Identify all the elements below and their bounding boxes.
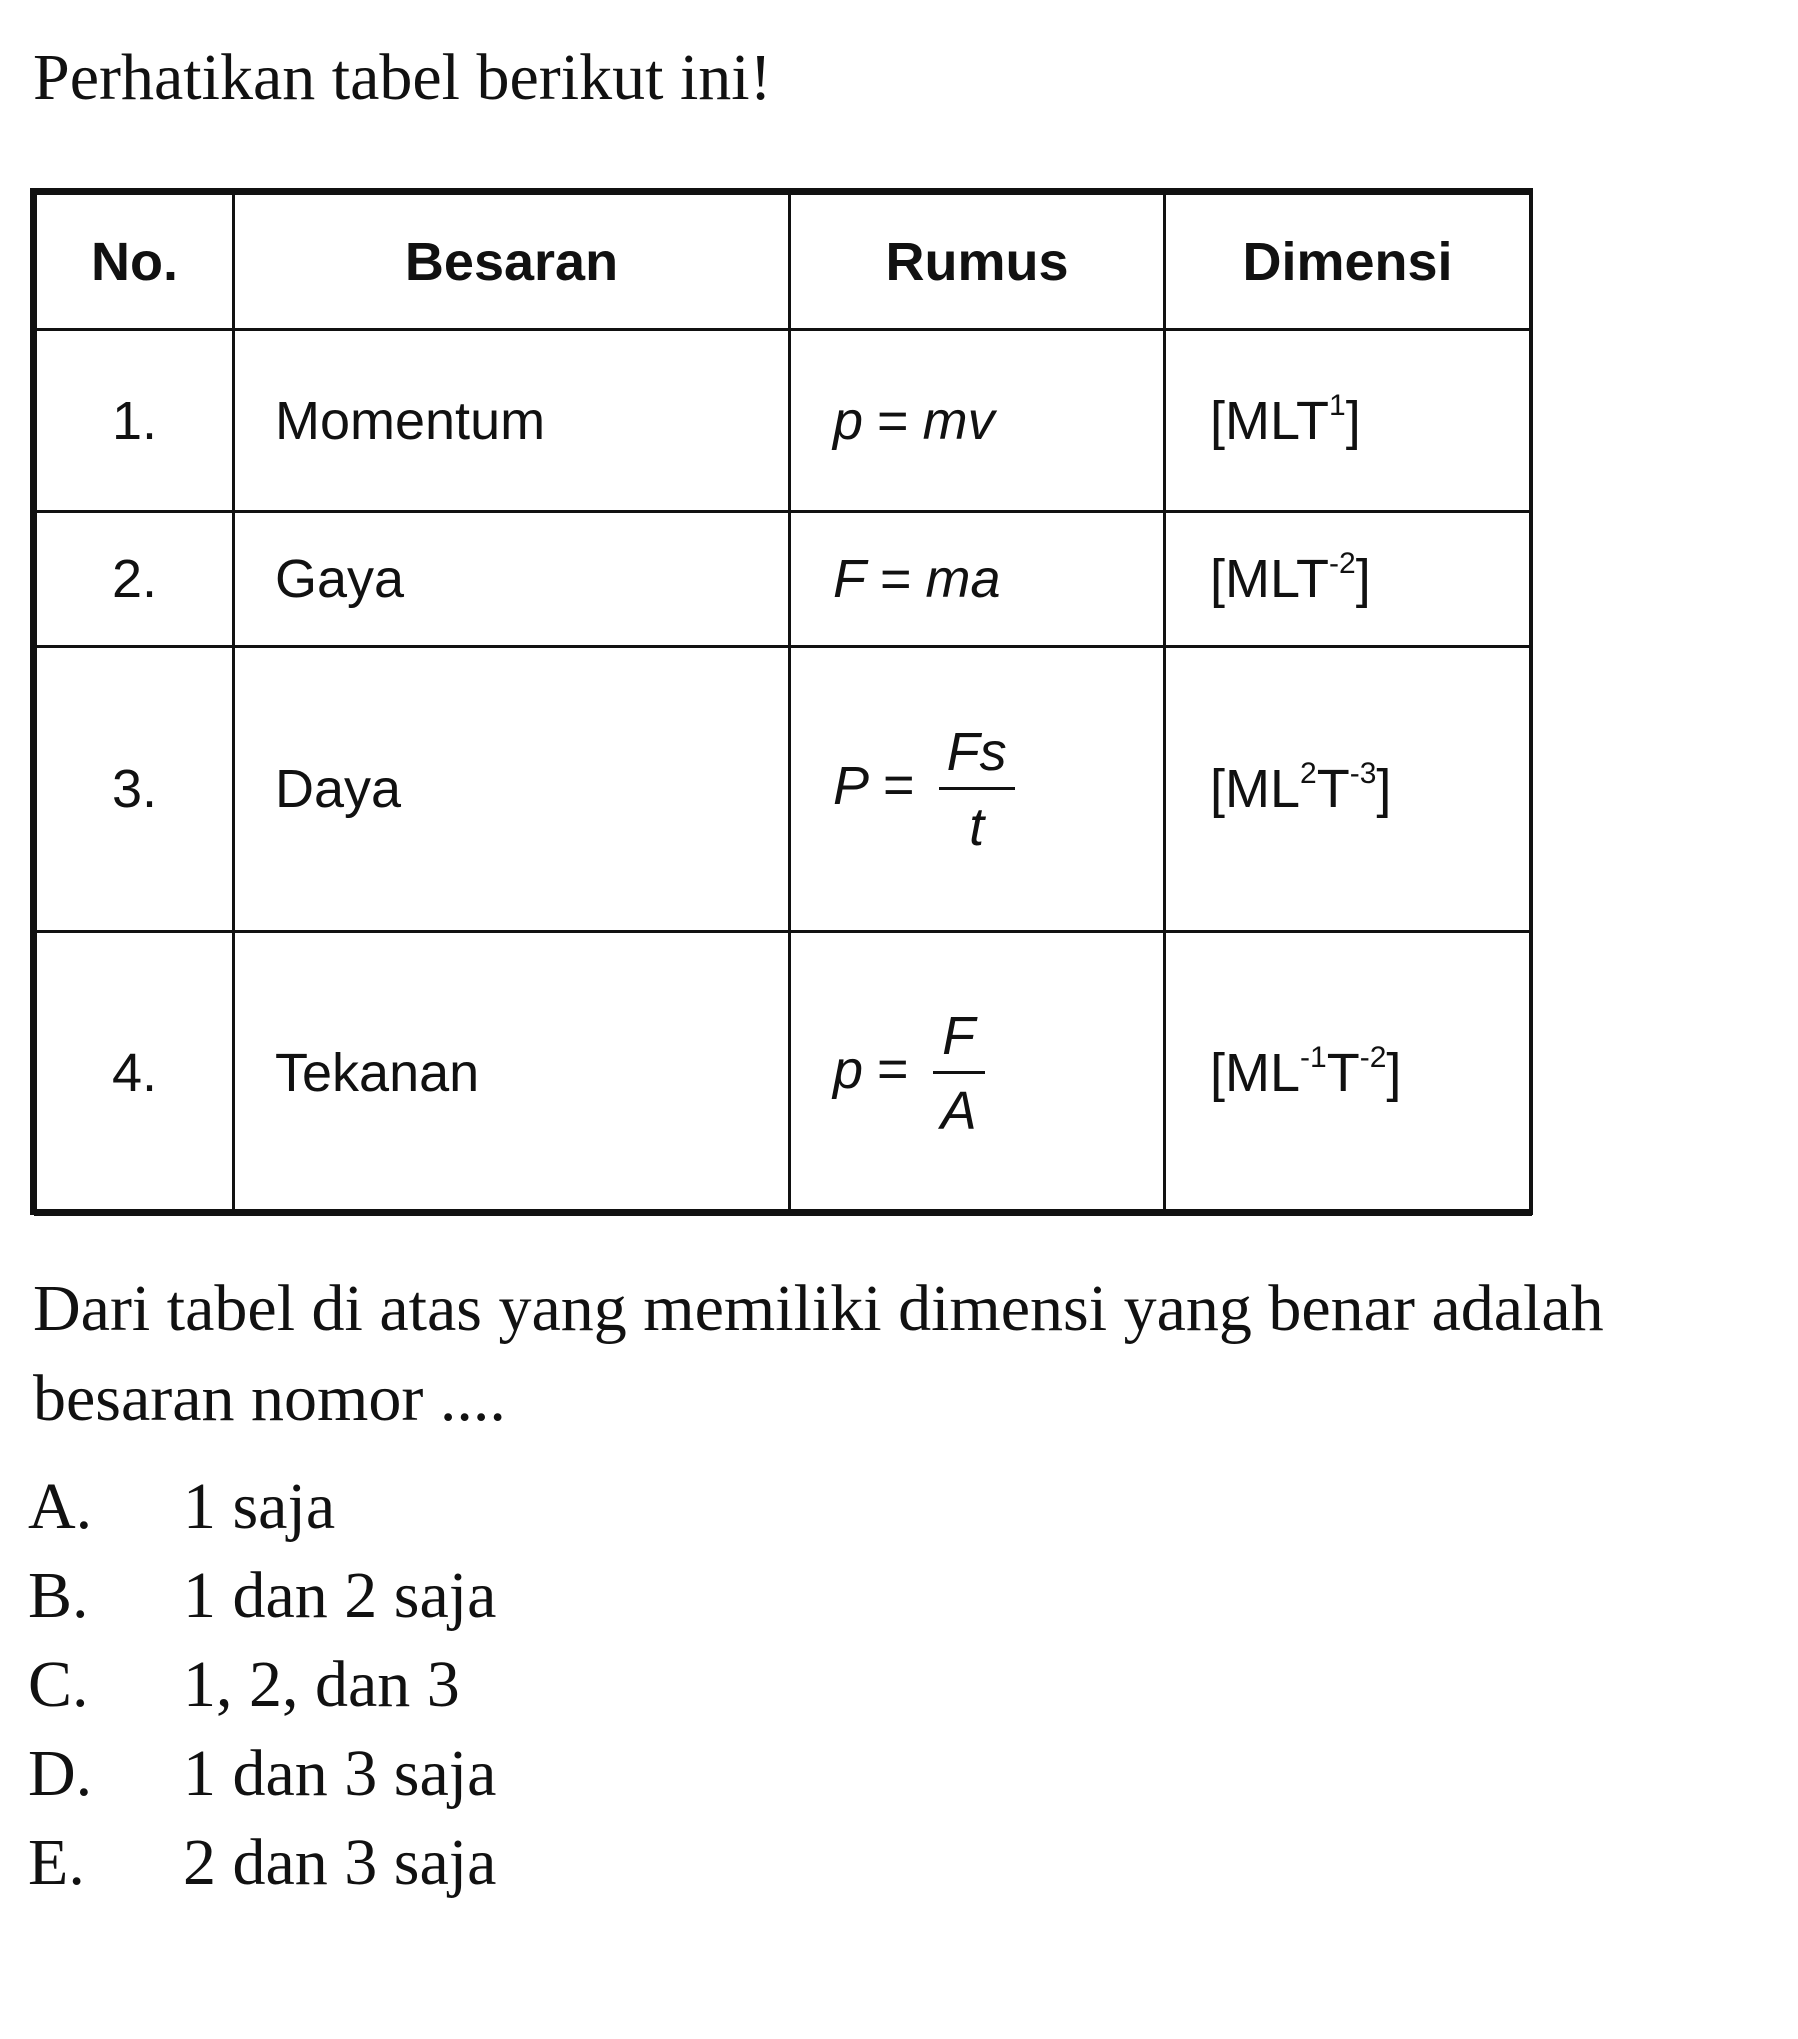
formula-equals: =	[877, 390, 909, 451]
option-text: 1 dan 2 saja	[183, 1559, 497, 1632]
table-row	[36, 647, 1531, 932]
dimension-open: [	[1210, 549, 1226, 609]
option-b[interactable]	[28, 1551, 496, 1640]
dimension-base: ML	[1225, 1043, 1301, 1103]
option-letter: E.	[28, 1826, 85, 1899]
dimension-open: [	[1210, 759, 1226, 819]
fraction-numerator: F	[933, 1009, 985, 1074]
dimension-exponent: 2	[1300, 757, 1317, 790]
option-letter: B.	[28, 1559, 89, 1632]
row-number: 4.	[36, 932, 234, 1215]
row-besaran: Daya	[234, 647, 790, 932]
dimension-open: [	[1210, 1043, 1226, 1103]
row-rumus	[790, 512, 1165, 647]
fraction-denominator: A	[940, 1080, 977, 1141]
dimension-base: ML	[1225, 759, 1301, 819]
row-number: 1.	[36, 330, 234, 512]
row-rumus	[790, 330, 1165, 512]
option-text: 2 dan 3 saja	[183, 1826, 497, 1899]
formula-rhs: ma	[925, 549, 1001, 609]
row-besaran: Tekanan	[234, 932, 790, 1215]
instruction-text: Perhatikan tabel berikut ini!	[33, 41, 772, 114]
formula-equals: =	[880, 549, 912, 609]
header-dimensi: Dimensi	[1165, 194, 1531, 330]
dimension-table	[30, 188, 1533, 1215]
option-text: 1, 2, dan 3	[183, 1648, 460, 1721]
row-dimensi	[1165, 647, 1531, 932]
header-besaran: Besaran	[234, 194, 790, 330]
dimension-base: T	[1326, 1043, 1360, 1103]
option-text: 1 saja	[183, 1470, 336, 1543]
dimension-base: MLT	[1225, 390, 1330, 451]
dimension-exponent: -3	[1349, 757, 1377, 790]
answer-options	[28, 1462, 496, 1907]
option-letter: D.	[28, 1737, 93, 1810]
dimension-base: MLT	[1225, 549, 1330, 609]
dimension-exponent: -2	[1329, 547, 1356, 580]
formula-fraction	[939, 721, 1015, 857]
formula-lhs: P	[833, 755, 870, 816]
row-besaran: Momentum	[234, 330, 790, 512]
dimension-base: T	[1316, 759, 1350, 819]
row-number: 2.	[36, 512, 234, 647]
dimension-close: ]	[1376, 759, 1392, 819]
option-c[interactable]	[28, 1640, 496, 1729]
table-row	[36, 512, 1531, 647]
formula-equals: =	[877, 1039, 909, 1100]
dimension-close: ]	[1345, 390, 1361, 451]
dimension-open: [	[1210, 390, 1226, 451]
question-text: Dari tabel di atas yang memiliki dimensi yang benar adalah besaran nomor ....	[33, 1272, 1604, 1435]
row-rumus	[790, 647, 1165, 932]
fraction-denominator: t	[969, 796, 985, 857]
option-letter: A.	[28, 1470, 93, 1543]
formula-lhs: F	[833, 549, 866, 609]
row-besaran: Gaya	[234, 512, 790, 647]
formula-equals: =	[883, 755, 915, 816]
formula-lhs: p	[833, 390, 864, 451]
formula-lhs: p	[833, 1039, 864, 1100]
option-d[interactable]	[28, 1729, 496, 1818]
dimension-close: ]	[1386, 1043, 1402, 1103]
dimension-exponent: -1	[1300, 1041, 1327, 1074]
option-letter: C.	[28, 1648, 89, 1721]
option-text: 1 dan 3 saja	[183, 1737, 497, 1810]
dimension-close: ]	[1355, 549, 1371, 609]
header-rumus: Rumus	[790, 194, 1165, 330]
table-header-row	[36, 194, 1531, 330]
fraction-numerator: Fs	[939, 725, 1015, 790]
row-dimensi	[1165, 330, 1531, 512]
option-a[interactable]	[28, 1462, 496, 1551]
option-e[interactable]	[28, 1818, 496, 1907]
row-rumus	[790, 932, 1165, 1215]
table-row	[36, 932, 1531, 1215]
dimension-exponent: 1	[1329, 388, 1346, 422]
table-row	[36, 330, 1531, 512]
formula-fraction	[933, 1005, 985, 1141]
header-no: No.	[36, 194, 234, 330]
row-number: 3.	[36, 647, 234, 932]
formula-rhs: mv	[922, 390, 995, 451]
row-dimensi	[1165, 932, 1531, 1215]
row-dimensi	[1165, 512, 1531, 647]
dimension-exponent: -2	[1359, 1041, 1387, 1074]
